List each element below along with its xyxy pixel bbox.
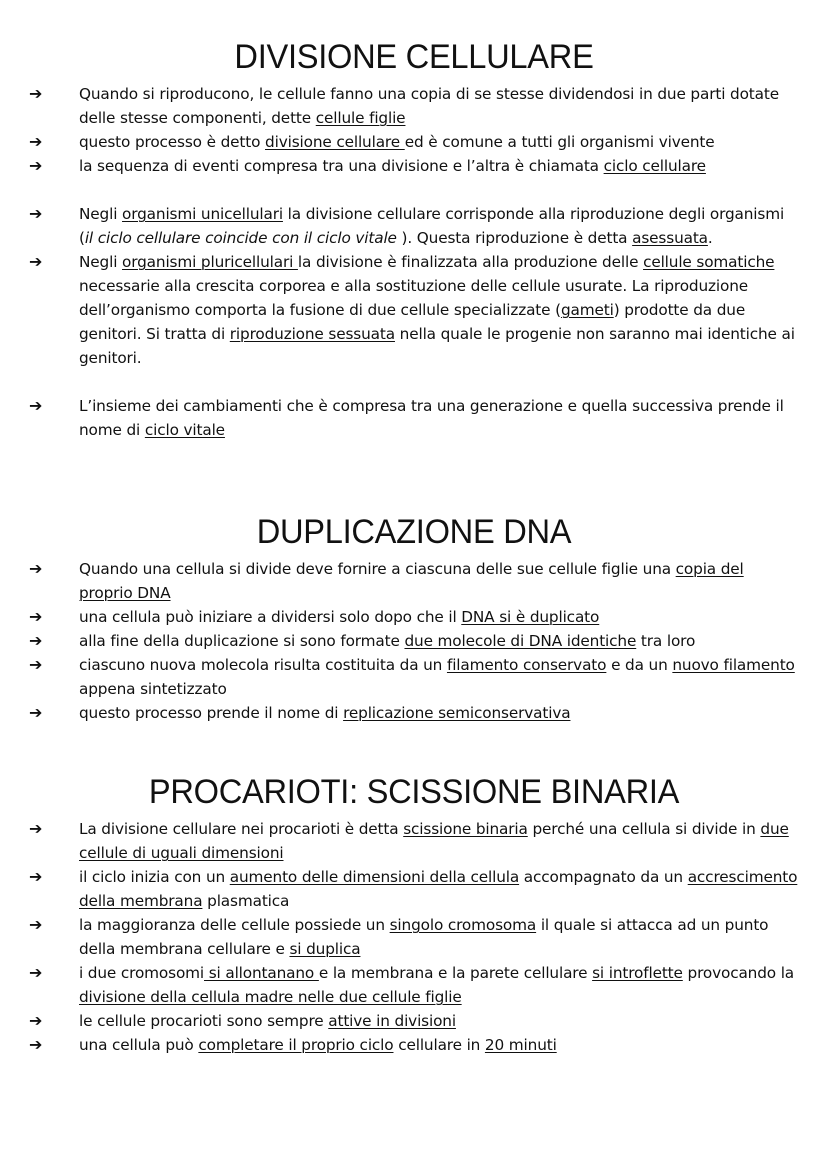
arrow-right-icon: ➔ (29, 204, 43, 223)
text-segment: Negli (79, 205, 123, 223)
underlined-term: cellule somatiche (643, 253, 775, 271)
underlined-term: singolo cromosoma (389, 916, 537, 934)
list-item (0, 1009, 828, 1033)
text-segment: questo processo è detto (79, 133, 266, 151)
text-segment: questo processo prende il nome di (79, 704, 344, 722)
text-segment: ed è comune a tutti gli organismi vivente (404, 133, 715, 151)
underlined-term: replicazione semiconservativa (343, 704, 571, 722)
text-segment: i due cromosomi (79, 964, 205, 982)
underlined-term: 20 minuti (484, 1036, 557, 1054)
list-item (0, 605, 828, 629)
underlined-term: si introflette (592, 964, 683, 982)
arrow-right-icon: ➔ (29, 84, 43, 103)
text-segment: perché una cellula si divide in (527, 820, 761, 838)
list-item (0, 1033, 828, 1057)
text-segment: provocando la (682, 964, 795, 982)
text-segment: la divisione è finalizzata alla produzione delle (297, 253, 644, 271)
underlined-term: nuovo filamento (672, 656, 795, 674)
text-segment: Quando una cellula si divide deve fornire a ciascuna delle sue cellule figlie una (79, 560, 676, 578)
text-segment: Quando si riproducono, le cellule fanno una copia di se stesse dividendosi in due parti dotate delle stesse componenti, dette (79, 85, 779, 127)
text-segment: tra loro (636, 632, 696, 650)
paragraph-spacer (0, 178, 828, 202)
list-item (0, 629, 828, 653)
underlined-term: scissione binaria (403, 820, 528, 838)
text-segment: e la membrana e la parete cellulare (318, 964, 593, 982)
text-segment: Negli (79, 253, 123, 271)
underlined-term: filamento conservato (446, 656, 607, 674)
text-segment: nella quale le progenie non saranno mai identiche ai genitori. (79, 325, 795, 367)
list-item (0, 653, 828, 701)
arrow-right-icon: ➔ (29, 132, 43, 151)
text-segment: accompagnato da un (519, 868, 688, 886)
underlined-term: due cellule di uguali dimensioni (79, 820, 789, 862)
arrow-right-icon: ➔ (29, 156, 43, 175)
list-item (0, 202, 828, 250)
text-segment: necessarie alla crescita corporea e alla sostituzione delle cellule usurate. La riproduzione dell’organismo comporta la fusione di due cellule specializzate ( (79, 277, 749, 319)
list-item (0, 154, 828, 178)
section-title-divisione-cellulare: DIVISIONE CELLULARE (234, 38, 594, 76)
underlined-term: accrescimento della membrana (79, 868, 798, 910)
list-item (0, 250, 828, 370)
list-item (0, 865, 828, 913)
underlined-term: DNA si è duplicato (461, 608, 600, 626)
arrow-right-icon: ➔ (29, 559, 43, 578)
arrow-right-icon: ➔ (29, 703, 43, 722)
list-item (0, 557, 828, 605)
bullet-list-divisione-cellulare (0, 82, 828, 442)
section-title-procarioti: PROCARIOTI: SCISSIONE BINARIA (148, 773, 680, 811)
paragraph-spacer (0, 370, 828, 394)
text-segment: la divisione cellulare corrisponde alla riproduzione degli organismi ( (79, 205, 785, 247)
underlined-term: ciclo vitale (144, 421, 225, 439)
list-item (0, 394, 828, 442)
arrow-right-icon: ➔ (29, 607, 43, 626)
arrow-right-icon: ➔ (29, 655, 43, 674)
arrow-right-icon: ➔ (29, 1011, 43, 1030)
underlined-term: due molecole di DNA identiche (404, 632, 637, 650)
text-segment: una cellula può (79, 1036, 199, 1054)
bullet-list-duplicazione-dna (0, 557, 828, 725)
text-segment: la sequenza di eventi compresa tra una divisione e l’altra è chiamata (79, 157, 604, 175)
list-item (0, 130, 828, 154)
list-item (0, 82, 828, 130)
section-title-duplicazione-dna: DUPLICAZIONE DNA (256, 513, 572, 551)
text-segment: una cellula può iniziare a dividersi solo dopo che il (79, 608, 462, 626)
text-segment: ) prodotte da due genitori. Si tratta di (79, 301, 746, 343)
underlined-term: attive in divisioni (328, 1012, 456, 1030)
arrow-right-icon: ➔ (29, 915, 43, 934)
underlined-term: aumento delle dimensioni della cellula (229, 868, 520, 886)
arrow-right-icon: ➔ (29, 867, 43, 886)
list-item (0, 961, 828, 1009)
text-segment: le cellule procarioti sono sempre (79, 1012, 329, 1030)
text-segment: ciascuno nuova molecola risulta costituita da un (79, 656, 447, 674)
underlined-term: si duplica (289, 940, 361, 958)
text-segment: appena sintetizzato (79, 680, 227, 698)
text-segment: il quale si attacca ad un punto della membrana cellulare e (79, 916, 769, 958)
underlined-term: asessuata (632, 229, 708, 247)
underlined-term: gameti (560, 301, 614, 319)
text-segment: ). Questa riproduzione è detta (401, 229, 633, 247)
text-segment: plasmatica (202, 892, 290, 910)
underlined-term: riproduzione sessuata (229, 325, 395, 343)
underlined-term: copia del proprio DNA (79, 560, 744, 602)
underlined-term: organismi unicellulari (122, 205, 283, 223)
bullet-list-procarioti (0, 817, 828, 1057)
arrow-right-icon: ➔ (29, 819, 43, 838)
text-segment: cellulare in (393, 1036, 485, 1054)
underlined-term: completare il proprio ciclo (198, 1036, 394, 1054)
underlined-term: ciclo cellulare (603, 157, 706, 175)
italic-text: il ciclo cellulare coincide con il ciclo vitale (84, 229, 402, 247)
underlined-term: organismi pluricellulari (122, 253, 298, 271)
arrow-right-icon: ➔ (29, 963, 43, 982)
text-segment: e da un (606, 656, 673, 674)
text-segment: la maggioranza delle cellule possiede un (79, 916, 390, 934)
text-segment: L’insieme dei cambiamenti che è compresa tra una generazione e quella successiva prende il nome di (79, 397, 784, 439)
underlined-term: si allontanano (204, 964, 319, 982)
list-item (0, 817, 828, 865)
list-item (0, 701, 828, 725)
arrow-right-icon: ➔ (29, 252, 43, 271)
text-segment: . (707, 229, 713, 247)
underlined-term: cellule figlie (315, 109, 406, 127)
arrow-right-icon: ➔ (29, 1035, 43, 1054)
underlined-term: divisione cellulare (265, 133, 405, 151)
list-item (0, 913, 828, 961)
text-segment: La divisione cellulare nei procarioti è detta (79, 820, 404, 838)
arrow-right-icon: ➔ (29, 396, 43, 415)
text-segment: il ciclo inizia con un (79, 868, 230, 886)
underlined-term: divisione della cellula madre nelle due cellule figlie (79, 988, 462, 1006)
text-segment: alla fine della duplicazione si sono formate (79, 632, 405, 650)
arrow-right-icon: ➔ (29, 631, 43, 650)
